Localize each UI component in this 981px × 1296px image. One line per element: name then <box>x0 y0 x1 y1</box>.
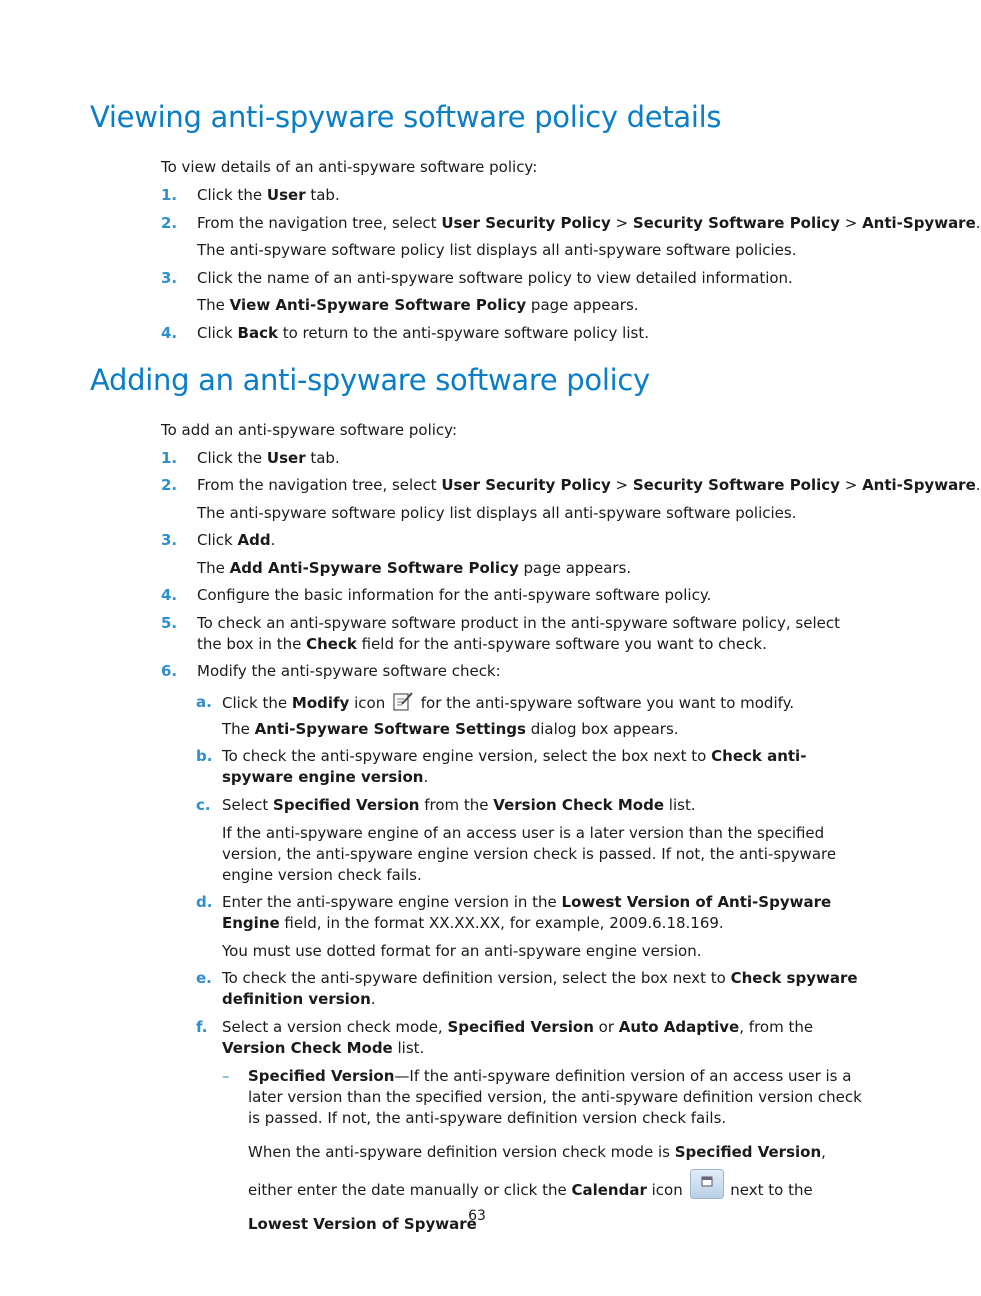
substep-note: The Anti-Spyware Software Settings dialog box appears. <box>222 720 679 738</box>
substep-letter: a. <box>196 693 212 711</box>
step-number: 3. <box>161 531 178 549</box>
substep-letter: e. <box>196 969 212 987</box>
step-number: 4. <box>161 324 178 342</box>
modify-icon <box>392 690 414 712</box>
step-note: The anti-spyware software policy list displays all anti-spyware software policies. <box>197 504 797 522</box>
substep-text: Click the Modify icon for the anti-spyware software you want to modify. <box>222 690 794 714</box>
substep-letter: b. <box>196 747 213 765</box>
substep-letter: d. <box>196 893 213 911</box>
substep-text: To check the anti-spyware engine version, select the box next to Check anti-spyware engine version. <box>222 747 807 786</box>
substep-text: To check the anti-spyware definition version, select the box next to Check spyware definition version. <box>222 969 858 1008</box>
substep-note: If the anti-spyware engine of an access user is a later version than the specified version, the anti-spyware engine version check is passed. If not, the anti-spyware engine version check fails. <box>222 824 837 884</box>
calendar-icon <box>690 1169 724 1199</box>
step-note: The anti-spyware software policy list displays all anti-spyware software policies. <box>197 241 797 259</box>
step-text: Click the User tab. <box>197 186 340 204</box>
step-text: From the navigation tree, select User Security Policy > Security Software Policy > Anti-Spyware. <box>197 214 981 232</box>
heading-viewing-policy: Viewing anti-spyware software policy details <box>90 100 722 134</box>
step-text: Click the User tab. <box>197 449 340 467</box>
heading-adding-policy: Adding an anti-spyware software policy <box>90 363 650 397</box>
step-number: 1. <box>161 449 178 467</box>
substep-text: Enter the anti-spyware engine version in the Lowest Version of Anti-Spyware Engine field, in the format XX.XX.XX, for example, 2009.6.18.169. <box>222 893 832 932</box>
step-text: Configure the basic information for the anti-spyware software policy. <box>197 586 712 604</box>
substep-note: You must use dotted format for an anti-spyware engine version. <box>222 942 702 960</box>
bullet-text: Specified Version—If the anti-spyware definition version of an access user is a later version than the specified version, the anti-spyware definition version check is passed. If not, the anti-spyware definition version check fails. <box>248 1067 862 1127</box>
step-text: Click the name of an anti-spyware software policy to view detailed information. <box>197 269 793 287</box>
bullet-dash: – <box>222 1067 230 1085</box>
step-number: 2. <box>161 214 178 232</box>
page-number: 63 <box>468 1208 486 1224</box>
substep-letter: c. <box>196 796 211 814</box>
step-text: Modify the anti-spyware software check: <box>197 662 501 680</box>
intro-text: To add an anti-spyware software policy: <box>161 421 458 439</box>
substep-text: Select a version check mode, Specified Version or Auto Adaptive, from the Version Check Mode list. <box>222 1018 814 1057</box>
step-number: 5. <box>161 614 178 632</box>
bullet-note: When the anti-spyware definition version check mode is Specified Version, either enter the date manually or click the Calendar icon next to the Lowest Version of Spyware <box>248 1143 826 1233</box>
step-number: 1. <box>161 186 178 204</box>
step-text: To check an anti-spyware software product in the anti-spyware software policy, select the box in the Check field for the anti-spyware software you want to check. <box>197 614 840 653</box>
step-text: From the navigation tree, select User Security Policy > Security Software Policy > Anti-Spyware. <box>197 476 981 494</box>
step-note: The View Anti-Spyware Software Policy page appears. <box>197 296 639 314</box>
substep-letter: f. <box>196 1018 208 1036</box>
step-text: Click Back to return to the anti-spyware software policy list. <box>197 324 649 342</box>
substep-text: Select Specified Version from the Version Check Mode list. <box>222 796 696 814</box>
step-number: 6. <box>161 662 178 680</box>
step-number: 3. <box>161 269 178 287</box>
step-number: 4. <box>161 586 178 604</box>
step-number: 2. <box>161 476 178 494</box>
intro-text: To view details of an anti-spyware software policy: <box>161 158 538 176</box>
step-note: The Add Anti-Spyware Software Policy page appears. <box>197 559 632 577</box>
step-text: Click Add. <box>197 531 276 549</box>
